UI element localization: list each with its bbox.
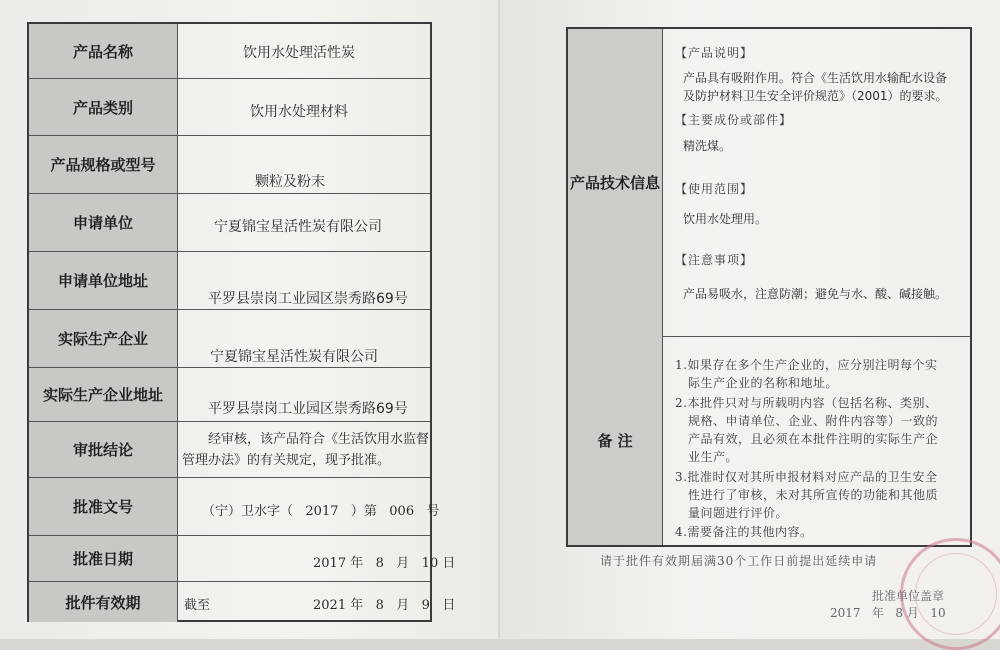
remark-line: 产品有效，且必须在本批件注明的实际生产企 (675, 432, 938, 446)
remark-line: 4.需要备注的其他内容。 (675, 525, 813, 539)
table-row (29, 582, 456, 622)
remark-line: 2.本批件只对与所载明内容（包括名称、类别、 (675, 396, 938, 410)
row-value-approval-date: 2017 年 8 月 10 日 (313, 556, 456, 571)
approval-info-table (27, 22, 456, 622)
remark-line: 规格、申请单位、企业、附件内容等）一致的 (675, 414, 938, 428)
seal-label: 批准单位盖章 (872, 589, 945, 603)
row-value-manufacturer-address: 平罗县崇岗工业园区崇秀路69号 (208, 401, 408, 417)
row-value-approval-number: （宁）卫水字（ 2017 ）第 006 号 (202, 504, 440, 519)
remark-line: 1.如果存在多个生产企业的，应分别注明每个实 (675, 358, 938, 372)
section-heading-components: 【主要成份或部件】 (675, 113, 793, 127)
technical-info-table (566, 27, 972, 547)
row-value-spec-model: 颗粒及粉末 (255, 174, 325, 190)
row-label-product-name: 产品名称 (29, 24, 178, 78)
table-row (29, 194, 430, 252)
table-row (29, 422, 430, 478)
row-value-product-category: 饮用水处理材料 (250, 104, 348, 120)
section-heading-description: 【产品说明】 (675, 46, 754, 60)
renewal-note: 请于批件有效期届满30个工作日前提出延续申请 (600, 554, 878, 568)
section-heading-usage: 【使用范围】 (675, 182, 754, 196)
table-row (29, 478, 440, 536)
table-row (29, 310, 430, 368)
row-value-applicant: 宁夏锦宝星活性炭有限公司 (214, 219, 382, 235)
table-row (29, 536, 456, 582)
section-heading-precautions: 【注意事项】 (675, 253, 754, 267)
table-row (29, 136, 430, 194)
table-row (29, 368, 430, 422)
remarks-content (663, 336, 970, 545)
row-label-manufacturer: 实际生产企业 (29, 310, 178, 367)
section-text: 产品易吸水，注意防潮；避免与水、酸、碱接触。 (683, 287, 948, 301)
tech-info-content (663, 29, 970, 336)
row-label-spec-model: 产品规格或型号 (29, 136, 178, 193)
remark-line: 际生产企业的名称和地址。 (675, 376, 838, 390)
seal-date: 2017 年 8 月 10 (830, 606, 946, 620)
table-row (29, 252, 430, 310)
row-label-approval-date: 批准日期 (29, 536, 178, 581)
remark-line: 量问题进行评价。 (675, 506, 788, 520)
row-label-applicant-address: 申请单位地址 (29, 252, 178, 309)
row-label-validity: 批件有效期 (29, 582, 178, 622)
row-value-manufacturer: 宁夏锦宝星活性炭有限公司 (210, 349, 378, 365)
remarks-label: 备 注 (568, 336, 663, 545)
tech-info-label: 产品技术信息 (568, 29, 663, 336)
row-value-applicant-address: 平罗县崇岗工业园区崇秀路69号 (208, 291, 408, 307)
row-value-validity: 截至 2021 年 8 月 9 日 (184, 598, 456, 613)
section-text: 精洗煤。 (683, 139, 732, 153)
row-label-approval-number: 批准文号 (29, 478, 178, 535)
row-value-conclusion: 经审核，该产品符合《生活饮用水监督 管理办法》的有关规定，现予批准。 (182, 432, 430, 468)
row-label-product-category: 产品类别 (29, 79, 178, 135)
left-page (0, 0, 498, 639)
right-page (500, 0, 1000, 639)
table-row (29, 24, 430, 79)
section-text: 产品具有吸附作用。符合《生活饮用水输配水设备 (683, 71, 948, 85)
row-label-applicant: 申请单位 (29, 194, 178, 251)
remark-line: 业生产。 (675, 450, 738, 464)
row-value-product-name: 饮用水处理活性炭 (243, 45, 355, 61)
section-text: 及防护材料卫生安全评价规范》（2001）的要求。 (683, 89, 948, 103)
row-label-manufacturer-address: 实际生产企业地址 (29, 368, 178, 421)
remark-line: 3.批准时仅对其所申报材料对应产品的卫生安全 (675, 470, 938, 484)
section-text: 饮用水处理用。 (683, 212, 768, 226)
table-row (29, 79, 430, 136)
remark-line: 性进行了审核，未对其所宣传的功能和其他质 (675, 488, 938, 502)
row-label-conclusion: 审批结论 (29, 422, 178, 477)
